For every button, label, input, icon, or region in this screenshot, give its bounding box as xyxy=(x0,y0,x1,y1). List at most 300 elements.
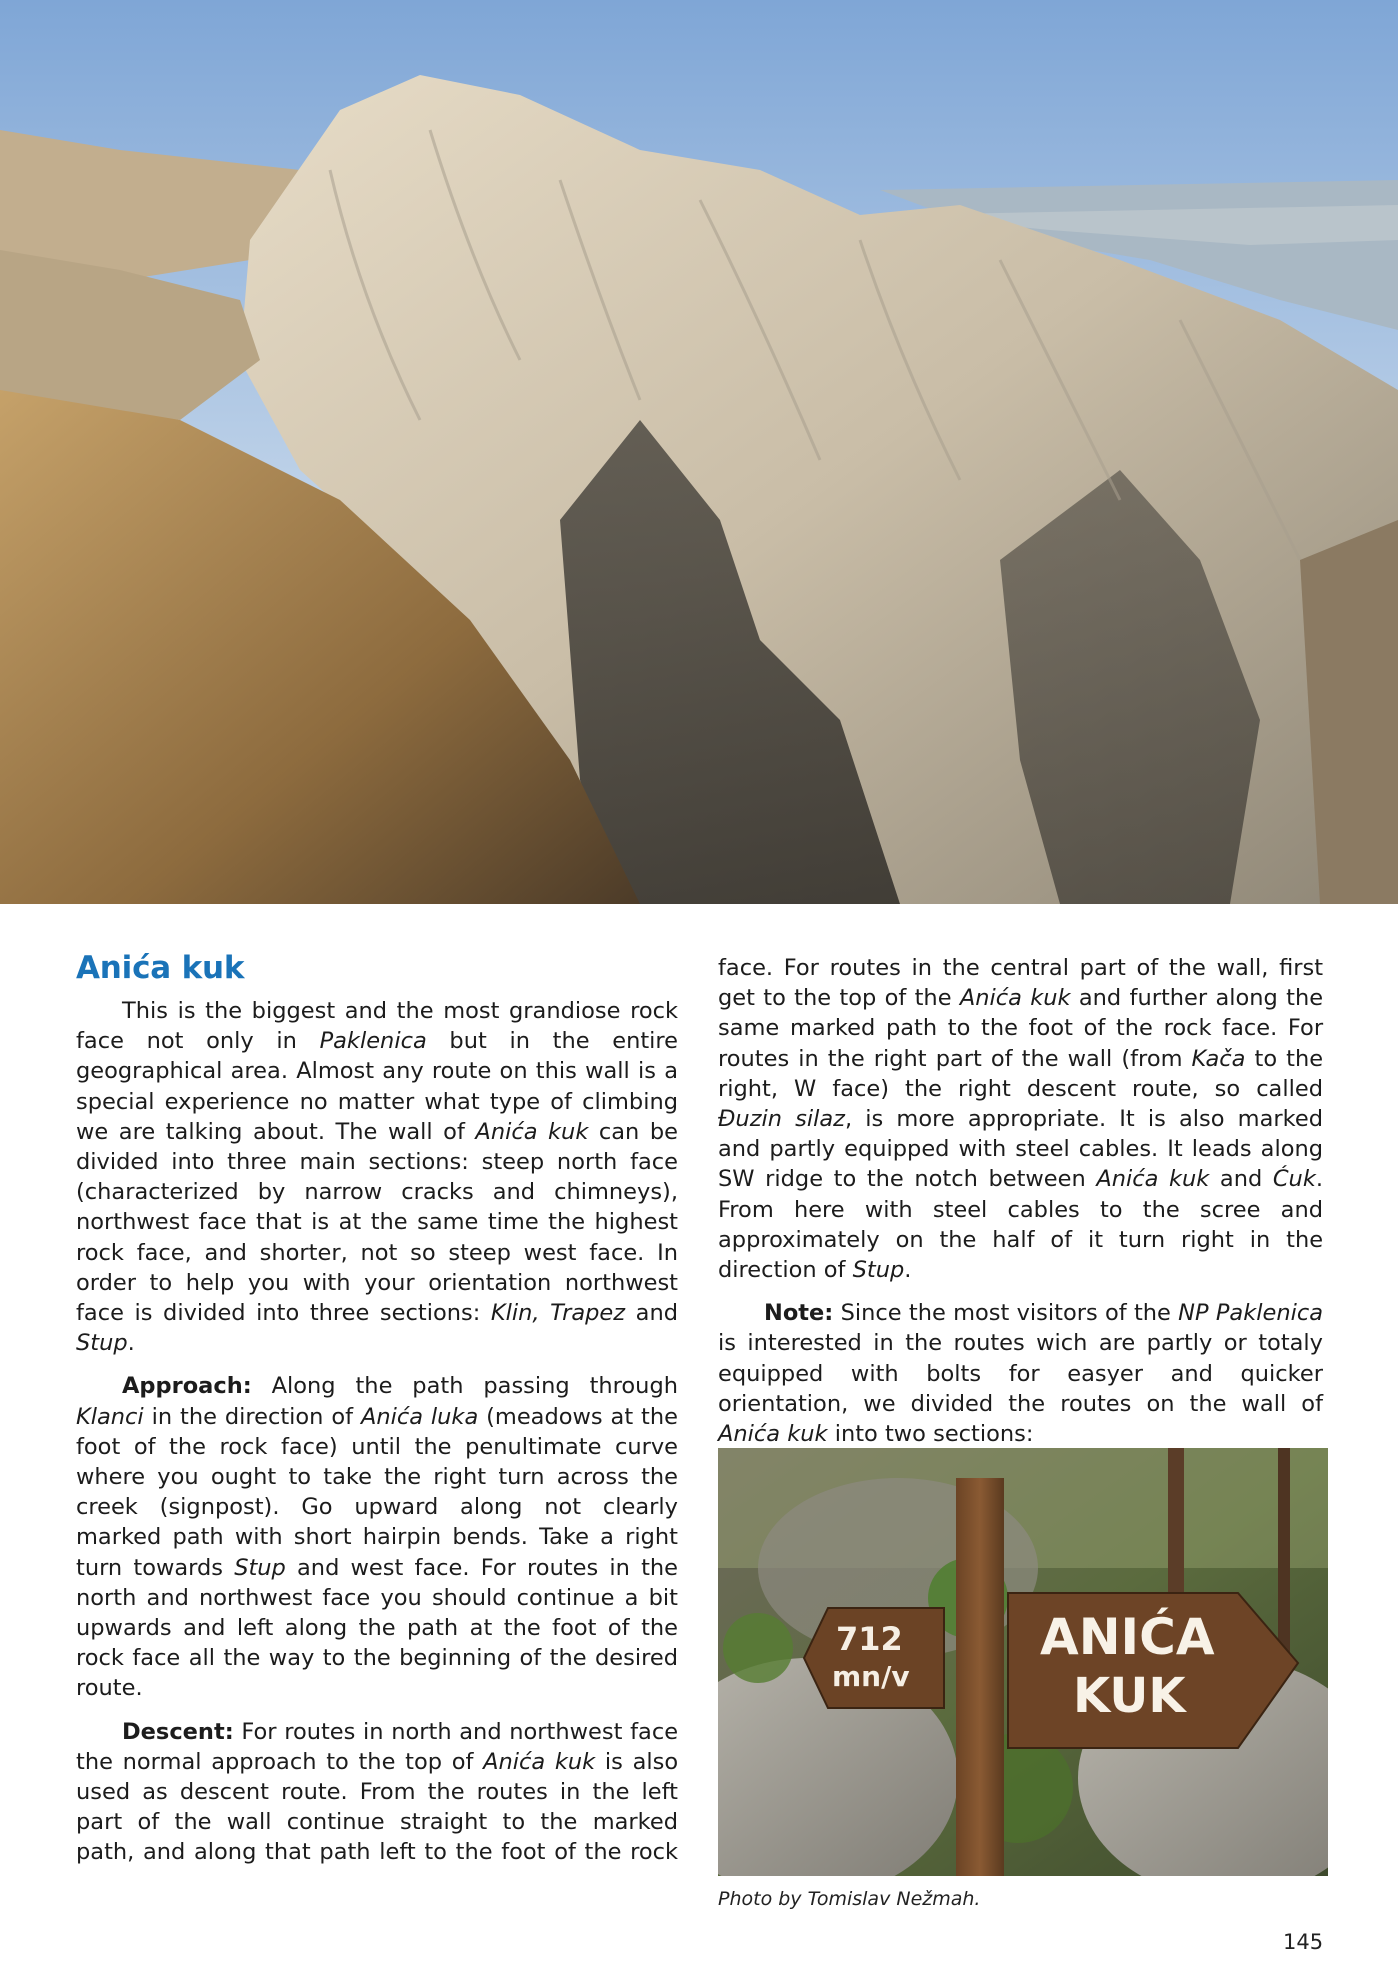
run-text xyxy=(982,1046,991,1072)
run-emphasis xyxy=(1158,1166,1169,1192)
sign-altitude-unit: mn/v xyxy=(832,1660,910,1693)
run-text: to xyxy=(326,1748,349,1775)
run-text xyxy=(880,1227,896,1253)
run-text: equipped xyxy=(844,1136,950,1163)
run-text xyxy=(937,1015,948,1041)
sign-name-line1: ANIĆA xyxy=(1040,1608,1215,1666)
run-text: in xyxy=(1249,1226,1271,1253)
run-text: in xyxy=(363,1718,384,1745)
run-emphasis: Stup xyxy=(234,1554,286,1581)
run-emphasis: Đuzin xyxy=(718,1106,783,1133)
run-text xyxy=(159,1809,174,1835)
run-text: the xyxy=(427,1779,465,1806)
run-text: so xyxy=(1214,1075,1241,1102)
run-text: , xyxy=(845,1106,853,1133)
run-text: For xyxy=(1287,1015,1324,1042)
run-text: face. xyxy=(1222,1015,1278,1042)
run-text: central xyxy=(990,955,1069,981)
run-text: partly xyxy=(769,1136,836,1163)
run-emphasis: Klin, Trapez xyxy=(490,1300,626,1327)
run-text: the xyxy=(540,1809,578,1836)
run-text xyxy=(622,1719,630,1745)
run-text xyxy=(1006,1136,1015,1162)
run-text: path xyxy=(319,1839,371,1866)
run-text: along xyxy=(1215,985,1278,1012)
run-label: Descent: xyxy=(122,1718,234,1745)
signpost-photo xyxy=(718,1448,1328,1876)
run-text xyxy=(576,1839,585,1865)
run-text: first xyxy=(1279,955,1324,981)
run-text: scree xyxy=(1199,1196,1261,1223)
run-label: Approach: xyxy=(122,1373,252,1400)
run-text xyxy=(1069,955,1080,981)
run-text: half xyxy=(992,1226,1035,1253)
run-text xyxy=(952,985,960,1011)
run-text xyxy=(447,1839,456,1865)
run-text xyxy=(1121,985,1129,1011)
run-text: continue xyxy=(286,1809,385,1836)
run-text: of xyxy=(823,1257,846,1284)
run-text: the xyxy=(827,1045,865,1072)
run-text xyxy=(1183,1046,1192,1072)
run-text: and xyxy=(1280,1196,1323,1223)
run-text: the xyxy=(584,1839,622,1866)
run-text: wall xyxy=(1067,1045,1113,1072)
run-emphasis: Klanci xyxy=(76,1403,144,1430)
run-text: left xyxy=(379,1839,416,1866)
run-text xyxy=(1165,1227,1181,1253)
run-text xyxy=(1166,1106,1179,1132)
run-text: path, xyxy=(76,1839,135,1866)
run-text: path xyxy=(885,1015,938,1042)
run-text xyxy=(816,1076,832,1102)
run-text: get xyxy=(718,985,755,1012)
run-text: direction xyxy=(718,1257,817,1284)
run-text: with xyxy=(958,1136,1007,1163)
sign-name-line2: KUK xyxy=(1073,1668,1186,1724)
run-text: also xyxy=(1179,1106,1225,1133)
run-text: in xyxy=(798,1045,819,1072)
run-emphasis xyxy=(1022,985,1030,1011)
run-text xyxy=(823,1166,834,1192)
run-text xyxy=(1183,1136,1192,1162)
run-text: the xyxy=(1286,985,1324,1012)
run-emphasis: Paklenica xyxy=(319,1028,427,1055)
run-text: along xyxy=(1260,1136,1324,1163)
run-text xyxy=(1209,1166,1220,1192)
run-text xyxy=(1105,1015,1116,1041)
run-text xyxy=(629,1779,641,1805)
run-text: Since the most visitors of the xyxy=(833,1300,1179,1327)
run-text: (from xyxy=(1121,1045,1183,1072)
run-text: SW xyxy=(718,1166,755,1193)
run-text: is xyxy=(1147,1106,1166,1133)
run-text xyxy=(1277,1046,1286,1072)
run-text: called xyxy=(1256,1075,1323,1102)
run-text xyxy=(493,1839,502,1865)
run-text xyxy=(845,1197,865,1223)
run-text: ridge xyxy=(765,1166,824,1193)
run-text: the xyxy=(455,1839,493,1866)
run-text: of xyxy=(1083,1015,1106,1042)
run-text xyxy=(416,1779,428,1805)
run-text xyxy=(211,1809,226,1835)
run-text xyxy=(1153,1015,1164,1041)
run-text: also xyxy=(632,1748,679,1775)
run-text: with xyxy=(864,1196,913,1223)
run-text xyxy=(1158,955,1169,981)
run-emphasis: Anića luka xyxy=(360,1403,479,1430)
run-text xyxy=(577,1809,592,1835)
run-text: routes xyxy=(829,955,901,981)
run-text: to xyxy=(1099,1196,1123,1223)
run-text: of xyxy=(137,1809,160,1836)
run-emphasis: Anića kuk xyxy=(718,1421,828,1448)
run-text: between xyxy=(988,1166,1086,1193)
left-column xyxy=(76,948,678,1881)
run-text: the xyxy=(1115,1015,1153,1042)
run-emphasis xyxy=(545,1749,555,1775)
run-text: further xyxy=(1129,985,1208,1012)
run-text: right xyxy=(957,1075,1011,1102)
run-text xyxy=(1059,1046,1068,1072)
run-text: right xyxy=(1180,1226,1234,1253)
run-text xyxy=(371,1839,380,1865)
hero-photo xyxy=(0,0,1398,904)
run-text xyxy=(395,1749,405,1775)
run-text: is xyxy=(604,1748,623,1775)
run-text xyxy=(548,1779,560,1805)
run-emphasis: kuk xyxy=(1030,985,1071,1012)
run-text: steel xyxy=(932,1196,988,1223)
run-text xyxy=(1116,1076,1132,1102)
run-text xyxy=(113,1749,123,1775)
run-text xyxy=(1212,1015,1223,1041)
run-text: more xyxy=(896,1106,955,1133)
run-text: the xyxy=(1286,1226,1324,1253)
run-text: wall, xyxy=(1216,955,1269,981)
run-text xyxy=(789,1046,798,1072)
run-text xyxy=(134,1839,143,1865)
run-text xyxy=(889,1076,905,1102)
run-text xyxy=(1072,1227,1088,1253)
run-text xyxy=(1106,1106,1119,1132)
run-text: route, xyxy=(1132,1075,1199,1102)
run-text: face. xyxy=(718,955,774,981)
run-text xyxy=(883,1106,896,1132)
run-emphasis: Anića kuk xyxy=(475,1118,589,1145)
run-text: and xyxy=(1219,1166,1263,1193)
run-text: of xyxy=(1136,955,1159,981)
run-text: For xyxy=(783,955,819,981)
run-text xyxy=(580,1779,592,1805)
run-text: steel xyxy=(1015,1136,1070,1163)
run-text xyxy=(185,1839,194,1865)
run-emphasis: Kača xyxy=(1191,1045,1246,1072)
run-text: It xyxy=(1119,1106,1135,1133)
run-text: leads xyxy=(1191,1136,1252,1163)
intro-paragraph xyxy=(76,996,678,1358)
run-text xyxy=(1158,1136,1167,1162)
run-text: marked xyxy=(1237,1106,1323,1133)
run-text xyxy=(1011,1076,1027,1102)
run-text: to xyxy=(502,1809,526,1836)
run-text: descent xyxy=(179,1779,269,1806)
run-text: and xyxy=(625,1300,679,1327)
run-text: foot xyxy=(501,1839,546,1866)
run-text: to xyxy=(947,1015,971,1042)
run-text xyxy=(473,1749,483,1775)
run-text xyxy=(1180,1197,1200,1223)
run-text xyxy=(865,1046,874,1072)
run-text: route. xyxy=(281,1779,348,1806)
run-text xyxy=(942,1076,958,1102)
photo-caption: Photo by Tomislav Nežmah. xyxy=(718,1888,981,1910)
run-text: foot xyxy=(1028,1015,1073,1042)
run-text xyxy=(1262,1166,1273,1192)
run-text xyxy=(932,955,943,981)
run-text: face xyxy=(630,1718,679,1745)
run-text xyxy=(621,1839,630,1865)
run-text: to xyxy=(424,1839,447,1866)
run-text xyxy=(852,1106,865,1132)
run-text xyxy=(987,1197,1007,1223)
run-text xyxy=(876,985,884,1011)
run-text: the xyxy=(1168,955,1206,981)
run-text: the xyxy=(592,1779,630,1806)
run-text: routes xyxy=(718,1045,790,1072)
run-text: rock xyxy=(1163,1015,1212,1042)
run-text: is xyxy=(865,1106,884,1133)
run-emphasis: Anića xyxy=(959,985,1022,1012)
run-text: the xyxy=(174,1809,212,1836)
run-text: the xyxy=(794,985,832,1012)
run-text xyxy=(1035,1227,1051,1253)
run-text: wall xyxy=(226,1809,272,1836)
run-text: the xyxy=(358,1748,396,1775)
run-text: appropriate. xyxy=(967,1106,1107,1133)
run-text xyxy=(779,1015,790,1041)
run-text xyxy=(1070,1136,1079,1162)
run-text xyxy=(271,1809,286,1835)
descent-paragraph-continued xyxy=(718,953,1323,1285)
run-text: that xyxy=(265,1839,311,1866)
run-text xyxy=(442,1749,452,1775)
run-text xyxy=(773,955,784,981)
run-text: the xyxy=(981,1015,1018,1042)
run-text xyxy=(1277,1015,1288,1041)
run-text xyxy=(487,1809,502,1835)
run-text: here xyxy=(793,1196,845,1223)
run-emphasis: NP Paklenica xyxy=(1178,1300,1323,1327)
run-text xyxy=(316,1749,326,1775)
run-text: north xyxy=(391,1718,452,1745)
run-text: on xyxy=(895,1226,924,1253)
run-text xyxy=(774,1197,794,1223)
run-text xyxy=(130,1779,142,1805)
run-text xyxy=(1112,1046,1121,1072)
run-text xyxy=(1071,985,1079,1011)
run-text: in the direction of xyxy=(143,1403,361,1430)
run-text: but in the entire geographical area. Almost any route on this wall is a special experience no matter what type of climbing we are talking about. The wall of xyxy=(76,1028,679,1145)
run-text: notch xyxy=(914,1166,978,1193)
run-text: From xyxy=(359,1779,416,1806)
run-emphasis: Stup xyxy=(76,1330,128,1357)
run-text xyxy=(817,1257,824,1283)
run-text xyxy=(465,1779,477,1805)
run-emphasis: Stup xyxy=(852,1257,905,1284)
run-text xyxy=(595,1749,605,1775)
run-text: It xyxy=(1167,1136,1183,1163)
run-emphasis: kuk xyxy=(554,1748,596,1775)
run-text: to xyxy=(1254,1045,1278,1072)
run-text xyxy=(924,1227,940,1253)
run-text xyxy=(835,1136,844,1162)
run-text xyxy=(1234,1227,1250,1253)
run-text: is interested in the routes wich are partly or totaly equipped with bolts for easyer and quicker orientation, we divided the routes on the wall of xyxy=(718,1330,1323,1417)
run-text xyxy=(1260,1197,1280,1223)
run-text xyxy=(976,1227,992,1253)
run-text: top xyxy=(839,985,877,1012)
run-text xyxy=(1225,1106,1238,1132)
run-text: of xyxy=(554,1839,576,1866)
run-text: cables. xyxy=(1078,1136,1159,1163)
run-text: From xyxy=(718,1196,774,1223)
run-label: Note: xyxy=(764,1300,834,1327)
approach-paragraph xyxy=(76,1371,678,1703)
run-emphasis xyxy=(782,1106,795,1132)
run-text: and xyxy=(459,1718,502,1745)
run-text: turn xyxy=(1118,1226,1166,1253)
run-text xyxy=(980,955,991,981)
run-text xyxy=(786,985,794,1011)
run-text xyxy=(1018,1015,1029,1041)
run-text xyxy=(348,1779,360,1805)
run-text: W xyxy=(794,1075,817,1102)
run-text: and xyxy=(718,1136,761,1163)
run-text xyxy=(1240,1076,1256,1102)
run-text: used xyxy=(76,1779,131,1806)
run-text xyxy=(1126,955,1137,981)
run-text xyxy=(122,1809,137,1835)
run-text: same xyxy=(718,1015,780,1042)
run-text xyxy=(819,955,830,981)
run-text: left xyxy=(641,1779,678,1806)
run-text xyxy=(927,1046,936,1072)
run-text xyxy=(901,955,912,981)
run-text: . xyxy=(127,1330,135,1357)
run-emphasis: silaz xyxy=(795,1106,845,1133)
run-text: right xyxy=(873,1045,927,1072)
run-text: . xyxy=(904,1257,912,1284)
run-text xyxy=(385,1809,400,1835)
run-text: face) xyxy=(832,1075,890,1102)
run-text: into two sections: xyxy=(827,1421,1034,1448)
run-text xyxy=(955,1106,968,1132)
run-text xyxy=(168,1779,180,1805)
run-text xyxy=(978,1166,989,1192)
run-text: can be divided into three main sections: steep north face (characterized by narrow cracks and chimneys), northwest face that is at the same time the highest rock face, and shorter, not so steep west face. In order to help you with your orientation northwest face is divided into three sections: xyxy=(76,1118,678,1327)
run-text xyxy=(256,1839,265,1865)
run-text: and xyxy=(1078,985,1122,1012)
run-text: marked xyxy=(592,1809,678,1836)
run-text: the xyxy=(939,1226,977,1253)
run-text xyxy=(1103,1227,1119,1253)
run-text xyxy=(778,1076,794,1102)
run-text: routes xyxy=(476,1779,548,1806)
run-emphasis: Anića xyxy=(483,1748,546,1775)
run-text xyxy=(845,1257,852,1283)
run-text: along xyxy=(194,1839,257,1866)
run-text: (meadows at the foot of the rock face) until the penultimate curve where you ought to take the right turn across the creek (signpost). Go upward along not clearly marked path with short hairpin bends. Take a right turn towards xyxy=(76,1403,678,1581)
run-text: to xyxy=(763,985,786,1012)
run-text xyxy=(1086,1166,1097,1192)
run-text: part xyxy=(76,1809,123,1836)
run-text xyxy=(875,1015,886,1041)
run-text xyxy=(1073,1015,1084,1041)
run-text: normal xyxy=(122,1748,202,1775)
run-text: the xyxy=(1021,1045,1059,1072)
run-text: right, xyxy=(718,1075,779,1102)
run-text xyxy=(1199,1076,1215,1102)
run-text: straight xyxy=(399,1809,488,1836)
run-text xyxy=(1135,1106,1148,1132)
run-emphasis: Ćuk xyxy=(1272,1166,1316,1193)
run-text: routes xyxy=(284,1718,356,1745)
run-text: . xyxy=(1315,1166,1324,1193)
run-text xyxy=(913,1197,933,1223)
run-text: of xyxy=(884,985,907,1012)
run-text xyxy=(201,1749,211,1775)
run-text: of xyxy=(990,1045,1013,1072)
run-text xyxy=(1013,1046,1022,1072)
run-text xyxy=(1123,1197,1143,1223)
page-number: 145 xyxy=(1283,1930,1324,1954)
run-text: the xyxy=(1286,1045,1324,1072)
run-text xyxy=(1268,955,1279,981)
run-text: Along the path passing through xyxy=(251,1373,678,1400)
run-text: cables xyxy=(1007,1196,1080,1223)
run-text: the xyxy=(76,1748,113,1775)
run-text xyxy=(623,1749,633,1775)
run-text: rock xyxy=(630,1839,679,1866)
run-text xyxy=(1278,985,1286,1011)
section-heading: Anića kuk xyxy=(76,950,245,986)
run-text xyxy=(904,1166,915,1192)
run-text: the xyxy=(866,1166,904,1193)
run-text xyxy=(269,1779,281,1805)
run-text: top xyxy=(405,1748,442,1775)
run-text xyxy=(355,1719,363,1745)
run-text: For xyxy=(241,1718,277,1745)
run-text xyxy=(755,1166,766,1192)
run-text: and xyxy=(142,1839,186,1866)
run-text: to xyxy=(833,1166,857,1193)
run-text xyxy=(819,1046,828,1072)
run-text: the xyxy=(1142,1196,1180,1223)
run-emphasis: kuk xyxy=(1168,1166,1210,1193)
run-text: and west face. For routes in the north and northwest face you should continue a bit upwards and left along the path at the foot of the rock face all the way to the beginning of the desired route. xyxy=(76,1554,678,1702)
run-text: part xyxy=(1079,955,1126,981)
run-text xyxy=(1252,1136,1261,1162)
run-text: in xyxy=(911,955,933,981)
sign-altitude-value: 712 xyxy=(836,1620,903,1658)
run-text: in xyxy=(559,1779,581,1806)
run-text xyxy=(1080,1197,1100,1223)
run-text: the xyxy=(914,985,952,1012)
run-text: the xyxy=(905,1075,942,1102)
run-text xyxy=(525,1809,540,1835)
